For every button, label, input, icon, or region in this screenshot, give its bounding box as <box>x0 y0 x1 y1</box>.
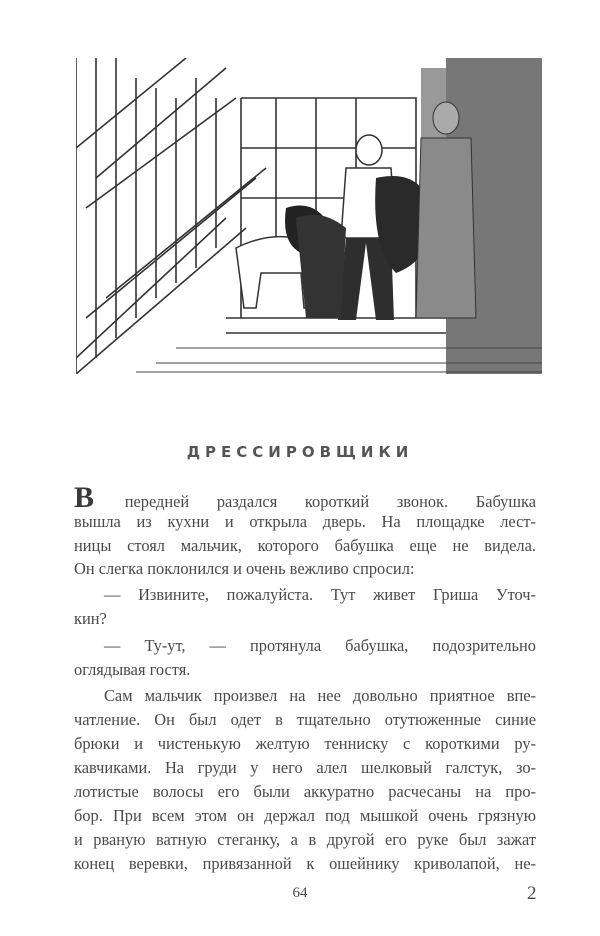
text-line <box>74 758 536 778</box>
text-line <box>74 806 536 826</box>
text-line-content: ницы стоял мальчик, которого бабушка еще не видела. <box>74 536 536 555</box>
text-line-content: Сам мальчик произвел на нее довольно приятное впе- <box>104 686 536 705</box>
text-line-content: чатление. Он был одет в тщательно отутюженные синие <box>74 710 536 729</box>
text-line-content: лотистые волосы его были аккуратно расчесаны на про- <box>74 782 536 801</box>
text-line <box>74 609 536 629</box>
drop-cap: В <box>74 481 95 514</box>
text-line <box>104 585 536 605</box>
text-line <box>74 660 536 680</box>
text-line <box>104 636 536 656</box>
text-line-content: вышла из кухни и открыла дверь. На площадке лест- <box>74 512 536 531</box>
text-line-content: Он слегка поклонился и очень вежливо спросил: <box>74 559 415 578</box>
text-line <box>74 559 536 579</box>
illustration-boy-dog-grandmother-doorway <box>76 58 542 374</box>
text-line <box>74 734 536 754</box>
text-line-content: кин? <box>74 609 107 628</box>
text-line <box>74 536 536 556</box>
text-line <box>74 710 536 730</box>
text-line <box>74 830 536 850</box>
text-line-content: и рваную ватную стеганку, а в другой его руке был зажат <box>74 830 536 849</box>
text-line <box>104 686 536 706</box>
chapter-title: ДРЕССИРОВЩИКИ <box>186 443 414 461</box>
text-line <box>74 481 536 514</box>
text-line <box>74 782 536 802</box>
text-line-content: — Извините, пожалуйста. Тут живет Гриша Уточ- <box>104 585 536 604</box>
text-line <box>74 512 536 532</box>
text-line-content: — Ту-ут, — протянула бабушка, подозрительно <box>104 636 536 655</box>
text-line-content: кавчиками. На груди у него алел шелковый галстук, зо- <box>74 758 536 777</box>
text-line <box>74 854 536 874</box>
page-number: 64 <box>292 885 308 901</box>
signature-mark: 2 <box>527 883 537 904</box>
text-line-content: оглядывая гостя. <box>74 660 191 679</box>
text-line-content: бор. При всем этом он держал под мышкой очень грязную <box>74 806 536 825</box>
text-line-content: конец веревки, привязанной к ошейнику криволапой, не- <box>74 854 536 873</box>
text-line-content: передней раздался короткий звонок. Бабушка <box>97 492 536 511</box>
text-line-content: брюки и чистенькую желтую тенниску с короткими ру- <box>74 734 536 753</box>
